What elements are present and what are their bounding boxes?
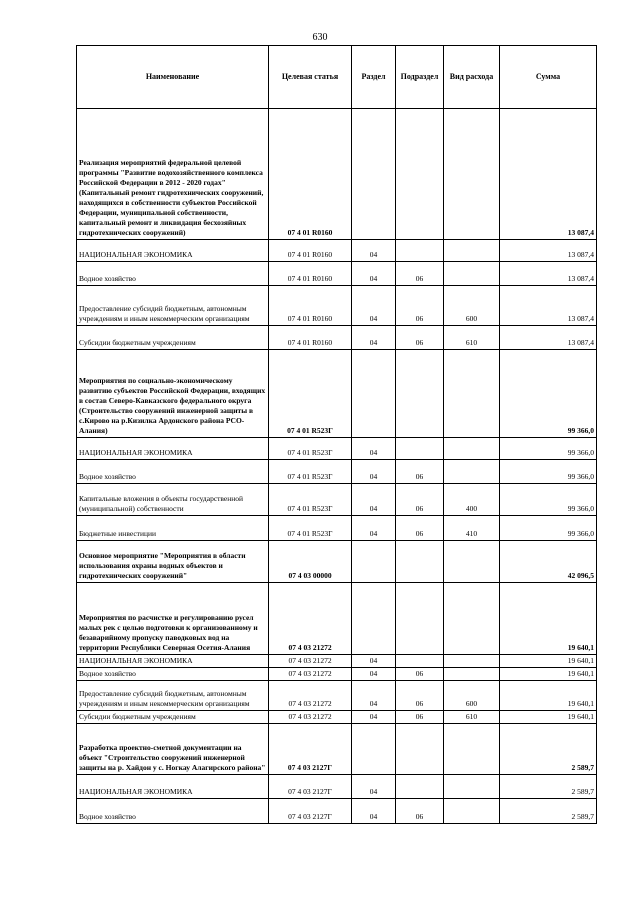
row-amount: 99 366,0	[500, 438, 597, 460]
row-subsection: 06	[396, 460, 444, 484]
budget-table	[76, 45, 597, 824]
header-section: Раздел	[352, 46, 396, 109]
row-name: Предоставление субсидий бюджетным, автономным учреждениям и иным некоммерческим организациям	[77, 681, 269, 711]
row-amount: 13 087,4	[500, 286, 597, 326]
row-subsection	[396, 438, 444, 460]
row-amount: 13 087,4	[500, 109, 597, 240]
row-section	[352, 350, 396, 438]
row-section	[352, 724, 396, 775]
table-row	[77, 711, 597, 724]
row-subsection: 06	[396, 286, 444, 326]
row-expense-type	[444, 541, 500, 583]
header-code: Целевая статья	[269, 46, 352, 109]
table-row	[77, 460, 597, 484]
row-code: 07 4 03 21272	[269, 681, 352, 711]
row-expense-type: 410	[444, 516, 500, 541]
row-section: 04	[352, 438, 396, 460]
row-code: 07 4 03 2127Г	[269, 775, 352, 799]
row-section: 04	[352, 262, 396, 286]
row-subsection: 06	[396, 799, 444, 824]
row-name: Предоставление субсидий бюджетным, автономным учреждениям и иным некоммерческим организациям	[77, 286, 269, 326]
row-subsection	[396, 541, 444, 583]
row-code: 07 4 03 2127Г	[269, 724, 352, 775]
header-subsection: Подраздел	[396, 46, 444, 109]
row-expense-type	[444, 583, 500, 655]
row-name: Мероприятия по расчистке и регулированию русел малых рек с целью подготовки к организованному и безаварийному пропуску паводковых вод на территории Республики Северная Осетия-Алания	[77, 583, 269, 655]
row-subsection: 06	[396, 668, 444, 681]
row-name: Водное хозяйство	[77, 262, 269, 286]
row-expense-type	[444, 262, 500, 286]
row-code: 07 4 01 R0160	[269, 240, 352, 262]
row-section: 04	[352, 799, 396, 824]
row-section: 04	[352, 484, 396, 516]
row-name: Водное хозяйство	[77, 668, 269, 681]
row-code: 07 4 01 R523Г	[269, 484, 352, 516]
table-header-row	[77, 46, 597, 109]
row-name: Основное мероприятие "Мероприятия в области использования охраны водных объектов и гидротехнических сооружений"	[77, 541, 269, 583]
row-section: 04	[352, 286, 396, 326]
row-expense-type	[444, 438, 500, 460]
row-amount: 13 087,4	[500, 326, 597, 350]
row-name: Водное хозяйство	[77, 460, 269, 484]
row-expense-type	[444, 655, 500, 668]
row-amount: 19 640,1	[500, 583, 597, 655]
row-amount: 19 640,1	[500, 668, 597, 681]
page-number: 630	[312, 32, 328, 43]
row-code: 07 4 01 R523Г	[269, 350, 352, 438]
header-amount: Сумма	[500, 46, 597, 109]
row-code: 07 4 03 21272	[269, 655, 352, 668]
row-amount: 99 366,0	[500, 460, 597, 484]
row-subsection: 06	[396, 516, 444, 541]
row-amount: 19 640,1	[500, 711, 597, 724]
row-code: 07 4 01 R523Г	[269, 516, 352, 541]
row-amount: 19 640,1	[500, 681, 597, 711]
row-name: НАЦИОНАЛЬНАЯ ЭКОНОМИКА	[77, 655, 269, 668]
row-section: 04	[352, 240, 396, 262]
row-section	[352, 541, 396, 583]
row-subsection: 06	[396, 681, 444, 711]
row-code: 07 4 03 2127Г	[269, 799, 352, 824]
row-name: НАЦИОНАЛЬНАЯ ЭКОНОМИКА	[77, 240, 269, 262]
row-amount: 2 589,7	[500, 799, 597, 824]
table-row	[77, 583, 597, 655]
row-amount: 99 366,0	[500, 350, 597, 438]
row-subsection	[396, 109, 444, 240]
row-subsection	[396, 583, 444, 655]
row-name: Субсидии бюджетным учреждениям	[77, 711, 269, 724]
row-subsection	[396, 350, 444, 438]
row-subsection	[396, 724, 444, 775]
row-name: Субсидии бюджетным учреждениям	[77, 326, 269, 350]
row-expense-type	[444, 240, 500, 262]
row-amount: 99 366,0	[500, 516, 597, 541]
row-section: 04	[352, 460, 396, 484]
table-row	[77, 724, 597, 775]
row-subsection: 06	[396, 326, 444, 350]
row-expense-type	[444, 799, 500, 824]
row-amount: 42 096,5	[500, 541, 597, 583]
row-code: 07 4 01 R0160	[269, 262, 352, 286]
table-row	[77, 350, 597, 438]
row-section	[352, 109, 396, 240]
row-code: 07 4 03 21272	[269, 668, 352, 681]
table-row	[77, 484, 597, 516]
table-row	[77, 655, 597, 668]
row-code: 07 4 01 R523Г	[269, 438, 352, 460]
table-row	[77, 326, 597, 350]
row-expense-type	[444, 350, 500, 438]
row-expense-type	[444, 668, 500, 681]
row-section: 04	[352, 681, 396, 711]
table-row	[77, 262, 597, 286]
table-row	[77, 240, 597, 262]
row-section: 04	[352, 668, 396, 681]
row-name: Водное хозяйство	[77, 799, 269, 824]
row-expense-type	[444, 109, 500, 240]
row-expense-type: 400	[444, 484, 500, 516]
row-expense-type	[444, 460, 500, 484]
row-section: 04	[352, 655, 396, 668]
row-subsection: 06	[396, 262, 444, 286]
header-expense-type: Вид расхода	[444, 46, 500, 109]
table-row	[77, 681, 597, 711]
row-name: Мероприятия по социально-экономическому развитию субъектов Российской Федерации, входящих в состав Северо-Кавказского федерального округа (Строительство сооружений инженерной защиты в с.Кирово на р.Кизилка Ардонского района РСО-Алания)	[77, 350, 269, 438]
row-name: Разработка проектно-сметной документации на объект "Строительство сооружений инженерной защиты на р. Хайдон у с. Ногкау Алагирского района"	[77, 724, 269, 775]
row-name: Капитальные вложения в объекты государственной (муниципальной) собственности	[77, 484, 269, 516]
row-expense-type	[444, 775, 500, 799]
header-name: Наименование	[77, 46, 269, 109]
row-section: 04	[352, 516, 396, 541]
table-row	[77, 799, 597, 824]
row-amount: 13 087,4	[500, 240, 597, 262]
row-amount: 2 589,7	[500, 724, 597, 775]
row-expense-type	[444, 724, 500, 775]
row-name: НАЦИОНАЛЬНАЯ ЭКОНОМИКА	[77, 775, 269, 799]
row-code: 07 4 03 00000	[269, 541, 352, 583]
row-name: Бюджетные инвестиции	[77, 516, 269, 541]
row-subsection	[396, 775, 444, 799]
row-name: НАЦИОНАЛЬНАЯ ЭКОНОМИКА	[77, 438, 269, 460]
row-code: 07 4 01 R523Г	[269, 460, 352, 484]
row-subsection: 06	[396, 711, 444, 724]
table-row	[77, 668, 597, 681]
row-name: Реализация мероприятий федеральной целевой программы "Развитие водохозяйственного комплекса Российской Федерации в 2012 - 2020 годах" (Капитальный ремонт гидротехнических сооружений, находящихся в собственности субъектов Российской Федерации, муниципальной собственности, капитальный ремонт и ликвидация бесхозяйных гидротехнических сооружений)	[77, 109, 269, 240]
table-row	[77, 516, 597, 541]
table-row	[77, 775, 597, 799]
row-expense-type: 610	[444, 711, 500, 724]
row-amount: 19 640,1	[500, 655, 597, 668]
row-section: 04	[352, 711, 396, 724]
table-row	[77, 438, 597, 460]
row-subsection	[396, 240, 444, 262]
row-code: 07 4 03 21272	[269, 583, 352, 655]
row-code: 07 4 01 R0160	[269, 109, 352, 240]
row-amount: 2 589,7	[500, 775, 597, 799]
table-row	[77, 109, 597, 240]
row-amount: 99 366,0	[500, 484, 597, 516]
row-expense-type: 600	[444, 286, 500, 326]
table-row	[77, 286, 597, 326]
row-section	[352, 583, 396, 655]
row-subsection	[396, 655, 444, 668]
row-expense-type: 610	[444, 326, 500, 350]
table-row	[77, 541, 597, 583]
row-code: 07 4 01 R0160	[269, 326, 352, 350]
row-code: 07 4 01 R0160	[269, 286, 352, 326]
row-code: 07 4 03 21272	[269, 711, 352, 724]
row-section: 04	[352, 326, 396, 350]
row-expense-type: 600	[444, 681, 500, 711]
row-subsection: 06	[396, 484, 444, 516]
row-amount: 13 087,4	[500, 262, 597, 286]
row-section: 04	[352, 775, 396, 799]
